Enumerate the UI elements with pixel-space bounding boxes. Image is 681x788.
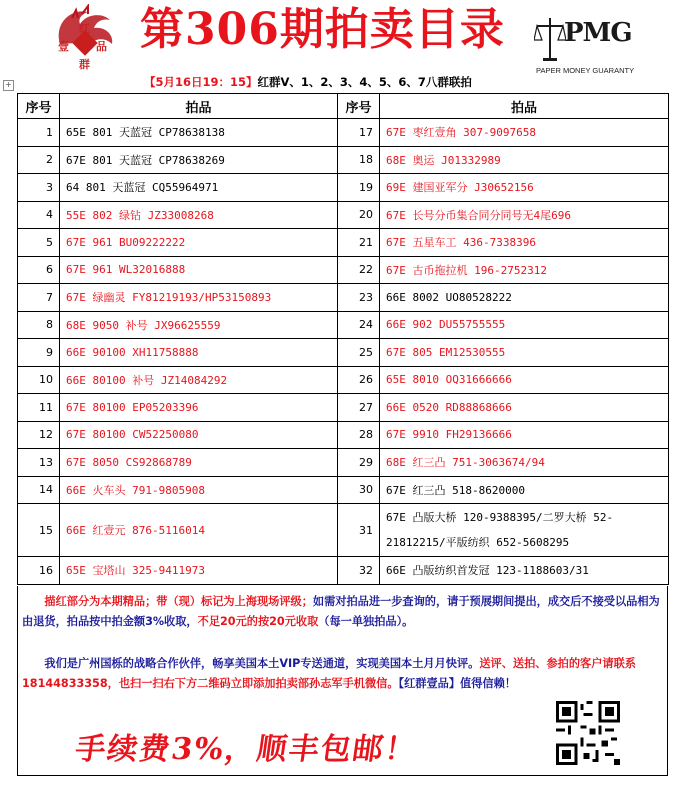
table-row — [18, 557, 669, 585]
lot-item: 67E 9910 FH29136666 — [380, 421, 669, 449]
lot-item: 67E 805 EM12530555 — [380, 339, 669, 367]
lot-item: 67E 961 WL32016888 — [60, 256, 338, 284]
lot-number: 15 — [18, 504, 60, 557]
lot-number: 23 — [338, 284, 380, 312]
lot-item: 65E 8010 OQ31666666 — [380, 366, 669, 394]
header-item-right: 拍品 — [380, 94, 669, 119]
header-item-left: 拍品 — [60, 94, 338, 119]
lot-number: 10 — [18, 366, 60, 394]
lot-number: 26 — [338, 366, 380, 394]
lot-number: 13 — [18, 449, 60, 477]
pmg-tagline: PAPER MONEY GUARANTY — [536, 66, 635, 75]
lot-number: 28 — [338, 421, 380, 449]
note-terms-minimum: 不足20元的按20元收取 — [197, 615, 319, 628]
note-terms-end: （每一单独拍品）。 — [318, 615, 414, 628]
lot-item: 67E 长号分币集合同分同号无4尾696 — [380, 201, 669, 229]
lot-item: 65E 801 天蓝冠 CP78638138 — [60, 119, 338, 147]
lot-item: 69E 建国亚军分 J30652156 — [380, 174, 669, 202]
lot-number: 22 — [338, 256, 380, 284]
lot-number: 9 — [18, 339, 60, 367]
lot-item: 66E 90100 XH11758888 — [60, 339, 338, 367]
table-row — [18, 119, 669, 147]
lot-item: 66E 凸版纺织首发冠 123-1188603/31 — [380, 557, 669, 585]
table-row — [18, 201, 669, 229]
lot-number: 29 — [338, 449, 380, 477]
table-row — [18, 394, 669, 422]
logo-char-4: 群 — [79, 58, 90, 70]
lot-item: 68E 9050 补号 JX96625559 — [60, 311, 338, 339]
page-title: 第306期拍卖目录 — [140, 4, 505, 55]
lot-item: 67E 枣红壹角 307-9097658 — [380, 119, 669, 147]
lot-item: 66E 火车头 791-9805908 — [60, 476, 338, 504]
lot-table — [17, 93, 669, 585]
note-terms-highlight: 描红部分为本期精品；带（现）标记为上海现场评级； — [44, 595, 313, 608]
note-terms — [22, 592, 662, 632]
lot-item: 67E 8050 CS92868789 — [60, 449, 338, 477]
lot-number: 30 — [338, 476, 380, 504]
lot-item: 66E 8002 UO80528222 — [380, 284, 669, 312]
auction-subtitle — [144, 74, 472, 90]
lot-number: 20 — [338, 201, 380, 229]
lot-item: 67E 绿幽灵 FY81219193/HP53150893 — [60, 284, 338, 312]
auction-groups: 红群V、1、2、3、4、5、6、7八群联拍 — [257, 75, 472, 89]
logo-char-3: 品 — [96, 40, 107, 53]
lot-number: 19 — [338, 174, 380, 202]
lot-number: 16 — [18, 557, 60, 585]
lot-number: 25 — [338, 339, 380, 367]
table-move-handle-icon[interactable]: + — [3, 80, 14, 91]
lot-item: 67E 凸版大桥 120-9388395/二罗大桥 52-21812215/平版纺织 652-5608295 — [380, 504, 669, 557]
table-row — [18, 449, 669, 477]
lot-item: 67E 80100 CW52250080 — [60, 421, 338, 449]
note-partner-body: 我们是广州国栎的战略合作伙伴，畅享美国本土VIP专送通道，实现美国本土月月快评。 — [44, 657, 480, 670]
logo-char-2: 壹 — [58, 40, 69, 53]
lot-table-body — [18, 119, 669, 585]
lot-item: 65E 宝塔山 325-9411973 — [60, 557, 338, 585]
lot-item: 55E 802 绿钻 JZ33008268 — [60, 201, 338, 229]
table-row — [18, 504, 669, 557]
lot-number: 3 — [18, 174, 60, 202]
table-row — [18, 256, 669, 284]
note-terms-body: 如需对拍品进一步查询的，请于预展期间提出，成交后不接受以品相为由退货，拍品按中拍金额3%收取， — [22, 595, 660, 628]
note-partner-contact: 送评、送拍、参拍的客户请联系18144833358，也扫一扫右下方二维码立即添加拍卖部孙志军手机微信。 — [22, 657, 636, 690]
note-partner — [22, 654, 662, 694]
table-row — [18, 311, 669, 339]
lot-item: 66E 红壹元 876-5116014 — [60, 504, 338, 557]
header-number-left: 序号 — [18, 94, 60, 119]
lot-number: 6 — [18, 256, 60, 284]
table-row — [18, 339, 669, 367]
lot-item: 64 801 天蓝冠 CQ55964971 — [60, 174, 338, 202]
lot-number: 24 — [338, 311, 380, 339]
logo-char-1: 红 — [79, 22, 90, 35]
table-row — [18, 229, 669, 257]
lot-item: 67E 80100 EP05203396 — [60, 394, 338, 422]
lot-item: 67E 801 天蓝冠 CP78638269 — [60, 146, 338, 174]
lot-number: 12 — [18, 421, 60, 449]
lot-item: 68E 奥运 J01332989 — [380, 146, 669, 174]
table-header-row — [18, 94, 669, 119]
table-row — [18, 174, 669, 202]
lot-number: 14 — [18, 476, 60, 504]
lot-item: 67E 红三凸 518-8620000 — [380, 476, 669, 504]
table-row — [18, 284, 669, 312]
lot-number: 4 — [18, 201, 60, 229]
auction-date: 【5月16日19：15】 — [144, 75, 258, 89]
table-row — [18, 476, 669, 504]
lot-item: 67E 古币拖拉机 196-2752312 — [380, 256, 669, 284]
note-partner-end: 【红群壹品】值得信赖！ — [398, 677, 516, 690]
lot-number: 2 — [18, 146, 60, 174]
lot-number: 18 — [338, 146, 380, 174]
scales-icon — [534, 14, 566, 64]
lot-number: 1 — [18, 119, 60, 147]
table-row — [18, 421, 669, 449]
lot-number: 32 — [338, 557, 380, 585]
lot-number: 17 — [338, 119, 380, 147]
lot-number: 27 — [338, 394, 380, 422]
notes-box — [17, 586, 668, 776]
lot-number: 7 — [18, 284, 60, 312]
header-number-right: 序号 — [338, 94, 380, 119]
lot-number: 31 — [338, 504, 380, 557]
lot-item: 67E 961 BU09222222 — [60, 229, 338, 257]
pmg-logo — [534, 12, 634, 78]
lot-item: 66E 0520 RD88868666 — [380, 394, 669, 422]
lot-number: 5 — [18, 229, 60, 257]
pmg-name: PMG — [564, 18, 632, 48]
lot-item: 68E 红三凸 751-3063674/94 — [380, 449, 669, 477]
lot-number: 11 — [18, 394, 60, 422]
lot-item: 66E 80100 补号 JZ14084292 — [60, 366, 338, 394]
table-row — [18, 146, 669, 174]
lot-number: 21 — [338, 229, 380, 257]
lot-item: 66E 902 DU55755555 — [380, 311, 669, 339]
qr-code-icon[interactable] — [556, 701, 620, 765]
lot-number: 8 — [18, 311, 60, 339]
table-row — [18, 366, 669, 394]
fee-banner: 手续费3%，顺丰包邮！ — [73, 732, 420, 767]
lot-item: 67E 五星车工 436-7338396 — [380, 229, 669, 257]
dragon-logo — [52, 4, 118, 70]
